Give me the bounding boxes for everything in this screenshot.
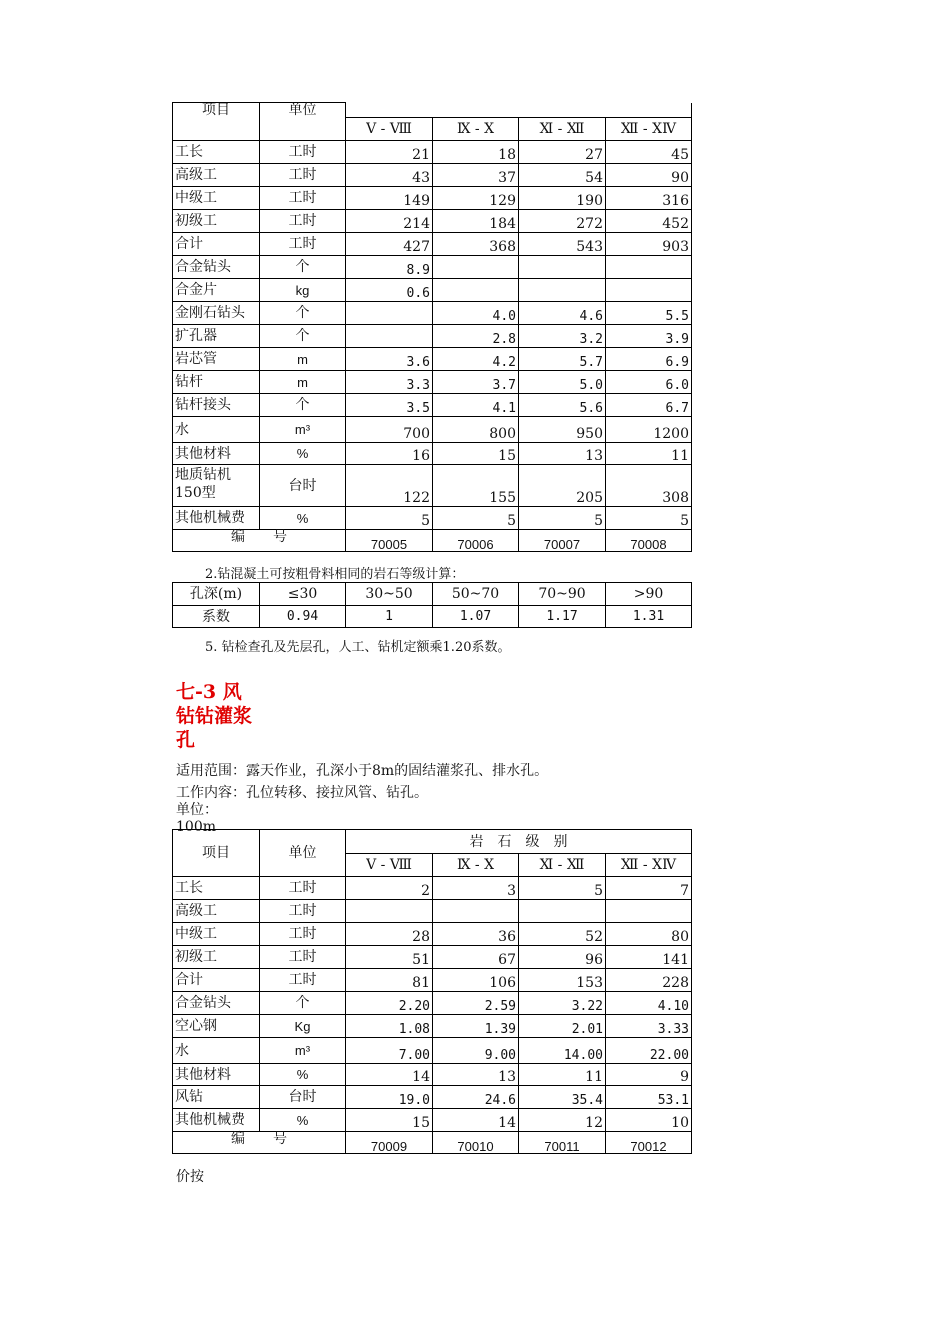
row-value: 1200 bbox=[606, 417, 692, 443]
row-value: 35.4 bbox=[519, 1086, 606, 1109]
row-value: 316 bbox=[606, 187, 692, 210]
row-value: 5 bbox=[519, 877, 606, 900]
row-value: 3.5 bbox=[346, 394, 433, 417]
row-value: 90 bbox=[606, 164, 692, 187]
row-item-name: 岩芯管 bbox=[173, 348, 260, 371]
row-item-name bbox=[173, 465, 260, 507]
row-value: 427 bbox=[346, 233, 433, 256]
row-item-name: 中级工 bbox=[173, 187, 260, 210]
row-value: 903 bbox=[606, 233, 692, 256]
row-value: 3.3 bbox=[346, 371, 433, 394]
row-value: 28 bbox=[346, 923, 433, 946]
row-item-name: 其他材料 bbox=[173, 1064, 260, 1086]
row-item-name: 高级工 bbox=[173, 164, 260, 187]
row-value: 5.6 bbox=[519, 394, 606, 417]
row-value: 452 bbox=[606, 210, 692, 233]
coef-cell: 1.31 bbox=[606, 606, 692, 628]
row-value: 5 bbox=[346, 507, 433, 530]
table-row bbox=[173, 877, 692, 900]
grade-col-2: Ⅸ - Ⅹ bbox=[433, 854, 519, 877]
row-value bbox=[433, 900, 519, 923]
code-row bbox=[173, 1132, 692, 1154]
code-row bbox=[173, 530, 692, 552]
table-row bbox=[173, 164, 692, 187]
row-unit: 工时 bbox=[260, 877, 346, 900]
row-value: 3.6 bbox=[346, 348, 433, 371]
row-value: 13 bbox=[433, 1064, 519, 1086]
row-value: 8.9 bbox=[346, 256, 433, 279]
row-value: 14.00 bbox=[519, 1038, 606, 1064]
row-unit: 台时 bbox=[260, 465, 346, 507]
table-row bbox=[173, 233, 692, 256]
table1-region bbox=[172, 102, 692, 560]
row-value: 3.9 bbox=[606, 325, 692, 348]
row-value: 7 bbox=[606, 877, 692, 900]
coef-cell: 1.17 bbox=[519, 606, 606, 628]
row-value: 96 bbox=[519, 946, 606, 969]
row-value: 5 bbox=[606, 507, 692, 530]
row-unit: 个 bbox=[260, 992, 346, 1015]
row-value: 5.7 bbox=[519, 348, 606, 371]
row-item-name: 初级工 bbox=[173, 946, 260, 969]
row-unit: % bbox=[260, 1064, 346, 1086]
row-value: 3.22 bbox=[519, 992, 606, 1015]
row-value: 272 bbox=[519, 210, 606, 233]
table-row bbox=[173, 256, 692, 279]
row-value: 3.33 bbox=[606, 1015, 692, 1038]
row-unit: % bbox=[260, 507, 346, 530]
row-value: 106 bbox=[433, 969, 519, 992]
row-value: 368 bbox=[433, 233, 519, 256]
row-value: 129 bbox=[433, 187, 519, 210]
row-value bbox=[346, 325, 433, 348]
row-item-name-line: 地质钻机 bbox=[175, 467, 231, 483]
row-unit: 工时 bbox=[260, 210, 346, 233]
row-value: 5.0 bbox=[519, 371, 606, 394]
row-value bbox=[519, 256, 606, 279]
row-value: 45 bbox=[606, 141, 692, 164]
row-unit: % bbox=[260, 1109, 346, 1132]
row-value: 2.8 bbox=[433, 325, 519, 348]
row-value: 4.6 bbox=[519, 302, 606, 325]
row-value: 36 bbox=[433, 923, 519, 946]
depth-cell: >90 bbox=[606, 583, 692, 606]
row-value bbox=[433, 279, 519, 302]
row-value: 2.01 bbox=[519, 1015, 606, 1038]
row-value: 205 bbox=[519, 465, 606, 507]
table-row bbox=[173, 969, 692, 992]
row-value: 16 bbox=[346, 443, 433, 465]
table-row bbox=[173, 210, 692, 233]
row-unit: m³ bbox=[260, 1038, 346, 1064]
row-value: 1.08 bbox=[346, 1015, 433, 1038]
row-value bbox=[346, 900, 433, 923]
row-unit: 个 bbox=[260, 394, 346, 417]
row-item-name: 空心钢 bbox=[173, 1015, 260, 1038]
row-value: 43 bbox=[346, 164, 433, 187]
row-value: 800 bbox=[433, 417, 519, 443]
table-row bbox=[173, 371, 692, 394]
row-value: 155 bbox=[433, 465, 519, 507]
row-value: 2.20 bbox=[346, 992, 433, 1015]
row-value: 4.2 bbox=[433, 348, 519, 371]
row-unit: Kg bbox=[260, 1015, 346, 1038]
coef-label: 系数 bbox=[173, 606, 260, 628]
row-value: 80 bbox=[606, 923, 692, 946]
row-value: 3 bbox=[433, 877, 519, 900]
row-value bbox=[519, 900, 606, 923]
row-value: 5 bbox=[519, 507, 606, 530]
note-inspection-hole: 5. 钻检查孔及先层孔，人工、钻机定额乘1.20系数。 bbox=[205, 640, 511, 655]
row-value: 950 bbox=[519, 417, 606, 443]
row-value: 15 bbox=[433, 443, 519, 465]
row-value: 24.6 bbox=[433, 1086, 519, 1109]
row-value: 6.7 bbox=[606, 394, 692, 417]
row-value: 37 bbox=[433, 164, 519, 187]
header-rock-grade: 岩 石 级 别 bbox=[346, 830, 692, 854]
row-value: 3.7 bbox=[433, 371, 519, 394]
row-value: 308 bbox=[606, 465, 692, 507]
table-row bbox=[173, 348, 692, 371]
section-title bbox=[176, 680, 252, 752]
table-row bbox=[173, 507, 692, 530]
row-value: 4.1 bbox=[433, 394, 519, 417]
table-row bbox=[173, 325, 692, 348]
row-value: 11 bbox=[606, 443, 692, 465]
table-row bbox=[173, 465, 692, 507]
grade-col-2: Ⅸ - Ⅹ bbox=[433, 118, 519, 141]
header-grade-cut bbox=[346, 103, 692, 118]
row-value bbox=[433, 256, 519, 279]
table-row bbox=[173, 141, 692, 164]
row-unit: 个 bbox=[260, 256, 346, 279]
table-row bbox=[173, 443, 692, 465]
row-unit: m bbox=[260, 348, 346, 371]
row-value: 12 bbox=[519, 1109, 606, 1132]
grade-col-3: Ⅺ - Ⅻ bbox=[519, 854, 606, 877]
row-value: 141 bbox=[606, 946, 692, 969]
row-value: 190 bbox=[519, 187, 606, 210]
row-unit: 个 bbox=[260, 325, 346, 348]
table-row bbox=[173, 279, 692, 302]
row-value: 228 bbox=[606, 969, 692, 992]
row-value bbox=[346, 302, 433, 325]
row-value: 5 bbox=[433, 507, 519, 530]
row-unit: 工时 bbox=[260, 946, 346, 969]
row-value: 6.9 bbox=[606, 348, 692, 371]
code-cell: 70009 bbox=[346, 1132, 433, 1154]
row-unit: m bbox=[260, 371, 346, 394]
row-value: 2.59 bbox=[433, 992, 519, 1015]
row-value: 3.2 bbox=[519, 325, 606, 348]
work-content-text: 工作内容：孔位转移、接拉风管、钻孔。 bbox=[176, 785, 428, 801]
row-item-name: 水 bbox=[173, 417, 260, 443]
table-row bbox=[173, 1015, 692, 1038]
header-item: 项目 bbox=[173, 830, 260, 877]
footer-text: 价按 bbox=[176, 1169, 204, 1185]
row-unit: kg bbox=[260, 279, 346, 302]
table-row bbox=[173, 946, 692, 969]
row-unit: 工时 bbox=[260, 164, 346, 187]
row-value: 1.39 bbox=[433, 1015, 519, 1038]
row-unit: 工时 bbox=[260, 233, 346, 256]
row-value: 4.10 bbox=[606, 992, 692, 1015]
code-cell: 70011 bbox=[519, 1132, 606, 1154]
table1 bbox=[172, 102, 692, 552]
table-row bbox=[173, 1064, 692, 1086]
section-title-line: 钻钻灌浆 bbox=[176, 705, 253, 727]
row-item-name: 钻杆 bbox=[173, 371, 260, 394]
row-value: 153 bbox=[519, 969, 606, 992]
row-unit: 个 bbox=[260, 302, 346, 325]
row-value: 10 bbox=[606, 1109, 692, 1132]
row-item-name: 其他机械费 bbox=[173, 1109, 260, 1132]
row-value: 51 bbox=[346, 946, 433, 969]
code-cell: 70005 bbox=[346, 530, 433, 552]
row-unit: 工时 bbox=[260, 900, 346, 923]
row-value: 0.6 bbox=[346, 279, 433, 302]
row-value: 19.0 bbox=[346, 1086, 433, 1109]
header-unit: 单位 bbox=[260, 103, 346, 141]
header-unit: 单位 bbox=[260, 830, 346, 877]
row-value: 13 bbox=[519, 443, 606, 465]
row-item-name: 其他机械费 bbox=[173, 507, 260, 530]
row-value: 543 bbox=[519, 233, 606, 256]
row-item-name: 中级工 bbox=[173, 923, 260, 946]
table-row bbox=[173, 1038, 692, 1064]
unit-label bbox=[176, 802, 256, 835]
row-item-name: 风钻 bbox=[173, 1086, 260, 1109]
row-item-name: 合计 bbox=[173, 233, 260, 256]
row-value: 9.00 bbox=[433, 1038, 519, 1064]
table-row bbox=[173, 1086, 692, 1109]
row-value: 18 bbox=[433, 141, 519, 164]
table-row bbox=[173, 302, 692, 325]
unit-label-line2: 100m bbox=[176, 819, 216, 835]
row-unit: 工时 bbox=[260, 187, 346, 210]
row-item-name: 初级工 bbox=[173, 210, 260, 233]
table-row bbox=[173, 394, 692, 417]
depth-coef-table bbox=[172, 582, 692, 628]
row-value: 54 bbox=[519, 164, 606, 187]
table-row bbox=[173, 417, 692, 443]
depth-label: 孔深(m) bbox=[173, 583, 260, 606]
table-row bbox=[173, 1109, 692, 1132]
row-unit: 工时 bbox=[260, 923, 346, 946]
grade-col-1: Ⅴ - Ⅷ bbox=[346, 854, 433, 877]
row-unit: 台时 bbox=[260, 1086, 346, 1109]
unit-label-line1: 单位： bbox=[176, 802, 218, 818]
depth-cell: 30~50 bbox=[346, 583, 433, 606]
row-item-name: 工长 bbox=[173, 141, 260, 164]
row-item-name: 合金钻头 bbox=[173, 992, 260, 1015]
row-value bbox=[519, 279, 606, 302]
table-row bbox=[173, 992, 692, 1015]
row-item-name: 合金钻头 bbox=[173, 256, 260, 279]
row-item-name: 金刚石钻头 bbox=[173, 302, 260, 325]
coef-cell: 0.94 bbox=[260, 606, 346, 628]
row-unit: m³ bbox=[260, 417, 346, 443]
code-label: 编 号 bbox=[173, 530, 346, 552]
code-cell: 70008 bbox=[606, 530, 692, 552]
row-value: 14 bbox=[433, 1109, 519, 1132]
row-value: 149 bbox=[346, 187, 433, 210]
table2 bbox=[172, 829, 692, 1154]
coef-cell: 1.07 bbox=[433, 606, 519, 628]
coef-cell: 1 bbox=[346, 606, 433, 628]
section-title-line: 七-3 风 bbox=[176, 681, 242, 703]
depth-cell: ≤30 bbox=[260, 583, 346, 606]
code-cell: 70006 bbox=[433, 530, 519, 552]
row-value: 9 bbox=[606, 1064, 692, 1086]
row-item-name: 工长 bbox=[173, 877, 260, 900]
depth-cell: 50~70 bbox=[433, 583, 519, 606]
row-item-name: 其他材料 bbox=[173, 443, 260, 465]
grade-col-4: Ⅻ - ⅩⅣ bbox=[606, 118, 692, 141]
row-item-name-line: 150型 bbox=[175, 485, 216, 501]
table-row bbox=[173, 900, 692, 923]
row-value: 6.0 bbox=[606, 371, 692, 394]
grade-col-3: Ⅺ - Ⅻ bbox=[519, 118, 606, 141]
row-value: 122 bbox=[346, 465, 433, 507]
row-value: 4.0 bbox=[433, 302, 519, 325]
note-concrete: 2.钻混凝土可按粗骨料相同的岩石等级计算： bbox=[205, 567, 465, 582]
row-value: 27 bbox=[519, 141, 606, 164]
row-value: 11 bbox=[519, 1064, 606, 1086]
header-item: 项目 bbox=[173, 103, 260, 141]
code-cell: 70012 bbox=[606, 1132, 692, 1154]
row-value: 700 bbox=[346, 417, 433, 443]
row-value: 214 bbox=[346, 210, 433, 233]
grade-col-4: Ⅻ - ⅩⅣ bbox=[606, 854, 692, 877]
row-unit: 工时 bbox=[260, 141, 346, 164]
row-value: 53.1 bbox=[606, 1086, 692, 1109]
code-label: 编 号 bbox=[173, 1132, 346, 1154]
row-item-name: 扩孔器 bbox=[173, 325, 260, 348]
row-item-name: 水 bbox=[173, 1038, 260, 1064]
row-value: 22.00 bbox=[606, 1038, 692, 1064]
table-row bbox=[173, 923, 692, 946]
row-value: 5.5 bbox=[606, 302, 692, 325]
grade-col-1: Ⅴ - Ⅷ bbox=[346, 118, 433, 141]
row-unit: 工时 bbox=[260, 969, 346, 992]
row-value bbox=[606, 256, 692, 279]
row-item-name: 合金片 bbox=[173, 279, 260, 302]
row-value: 21 bbox=[346, 141, 433, 164]
section-title-line: 孔 bbox=[176, 729, 196, 751]
code-cell: 70007 bbox=[519, 530, 606, 552]
row-value: 2 bbox=[346, 877, 433, 900]
row-value: 52 bbox=[519, 923, 606, 946]
row-item-name: 高级工 bbox=[173, 900, 260, 923]
row-value: 67 bbox=[433, 946, 519, 969]
scope-text: 适用范围：露天作业，孔深小于8m的固结灌浆孔、排水孔。 bbox=[176, 763, 549, 779]
row-value: 14 bbox=[346, 1064, 433, 1086]
row-value bbox=[606, 279, 692, 302]
row-value: 81 bbox=[346, 969, 433, 992]
row-item-name: 钻杆接头 bbox=[173, 394, 260, 417]
code-cell: 70010 bbox=[433, 1132, 519, 1154]
row-item-name: 合计 bbox=[173, 969, 260, 992]
row-value: 15 bbox=[346, 1109, 433, 1132]
row-value: 184 bbox=[433, 210, 519, 233]
row-value: 7.00 bbox=[346, 1038, 433, 1064]
depth-cell: 70~90 bbox=[519, 583, 606, 606]
table-row bbox=[173, 187, 692, 210]
row-value bbox=[606, 900, 692, 923]
row-unit: % bbox=[260, 443, 346, 465]
